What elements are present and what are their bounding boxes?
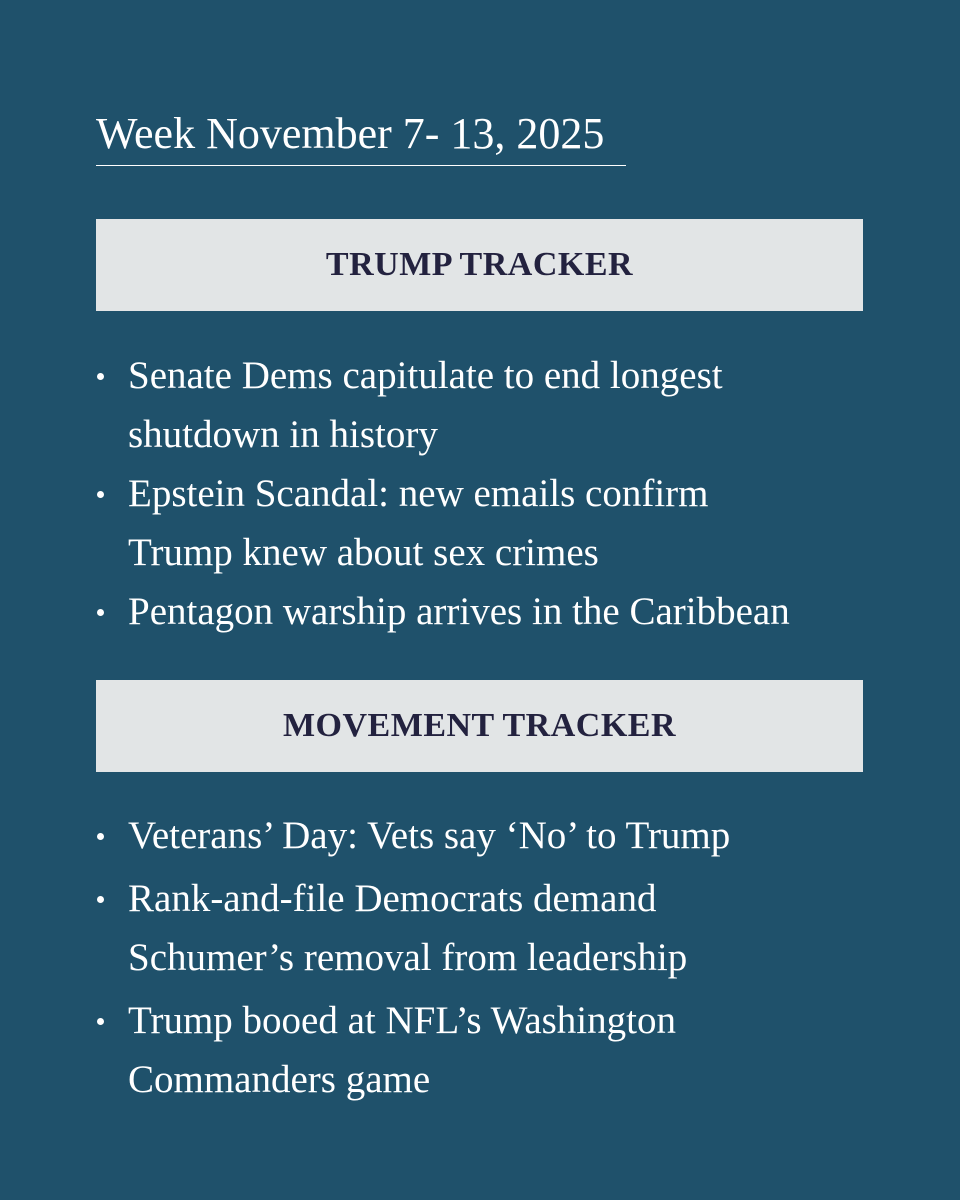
movement-tracker-heading: MOVEMENT TRACKER — [282, 707, 677, 744]
list-item-line: Rank-and-file Democrats demand — [128, 877, 657, 920]
list-item-line: Schumer’s removal from leadership — [128, 936, 688, 979]
week-title-underline — [96, 165, 626, 166]
movement-tracker-list — [92, 806, 730, 1109]
movement-tracker-banner — [96, 680, 863, 772]
list-item — [92, 806, 730, 865]
week-title: Week November 7- 13, 2025 — [96, 109, 605, 158]
bullet-icon — [97, 1018, 104, 1025]
bullet-icon — [97, 896, 104, 903]
list-item-line: shutdown in history — [128, 413, 438, 456]
bullet-icon — [97, 609, 104, 616]
list-item-line: Pentagon warship arrives in the Caribbean — [128, 590, 790, 633]
bullet-icon — [97, 373, 104, 380]
bullet-icon — [97, 491, 104, 498]
trump-tracker-heading: TRUMP TRACKER — [325, 246, 634, 283]
list-item-line: Senate Dems capitulate to end longest — [128, 354, 723, 397]
bullet-icon — [97, 833, 104, 840]
trump-tracker-list — [92, 346, 790, 641]
list-item — [92, 464, 790, 582]
list-item-line: Trump booed at NFL’s Washington — [128, 999, 676, 1042]
list-item — [92, 346, 790, 464]
list-item-line: Epstein Scandal: new emails confirm — [128, 472, 709, 515]
list-item-line: Commanders game — [128, 1058, 431, 1101]
trump-tracker-banner — [96, 219, 863, 311]
list-item-line: Veterans’ Day: Vets say ‘No’ to Trump — [128, 814, 731, 857]
list-item — [92, 991, 730, 1109]
list-item — [92, 869, 730, 987]
list-item-line: Trump knew about sex crimes — [128, 531, 599, 574]
list-item — [92, 582, 790, 641]
